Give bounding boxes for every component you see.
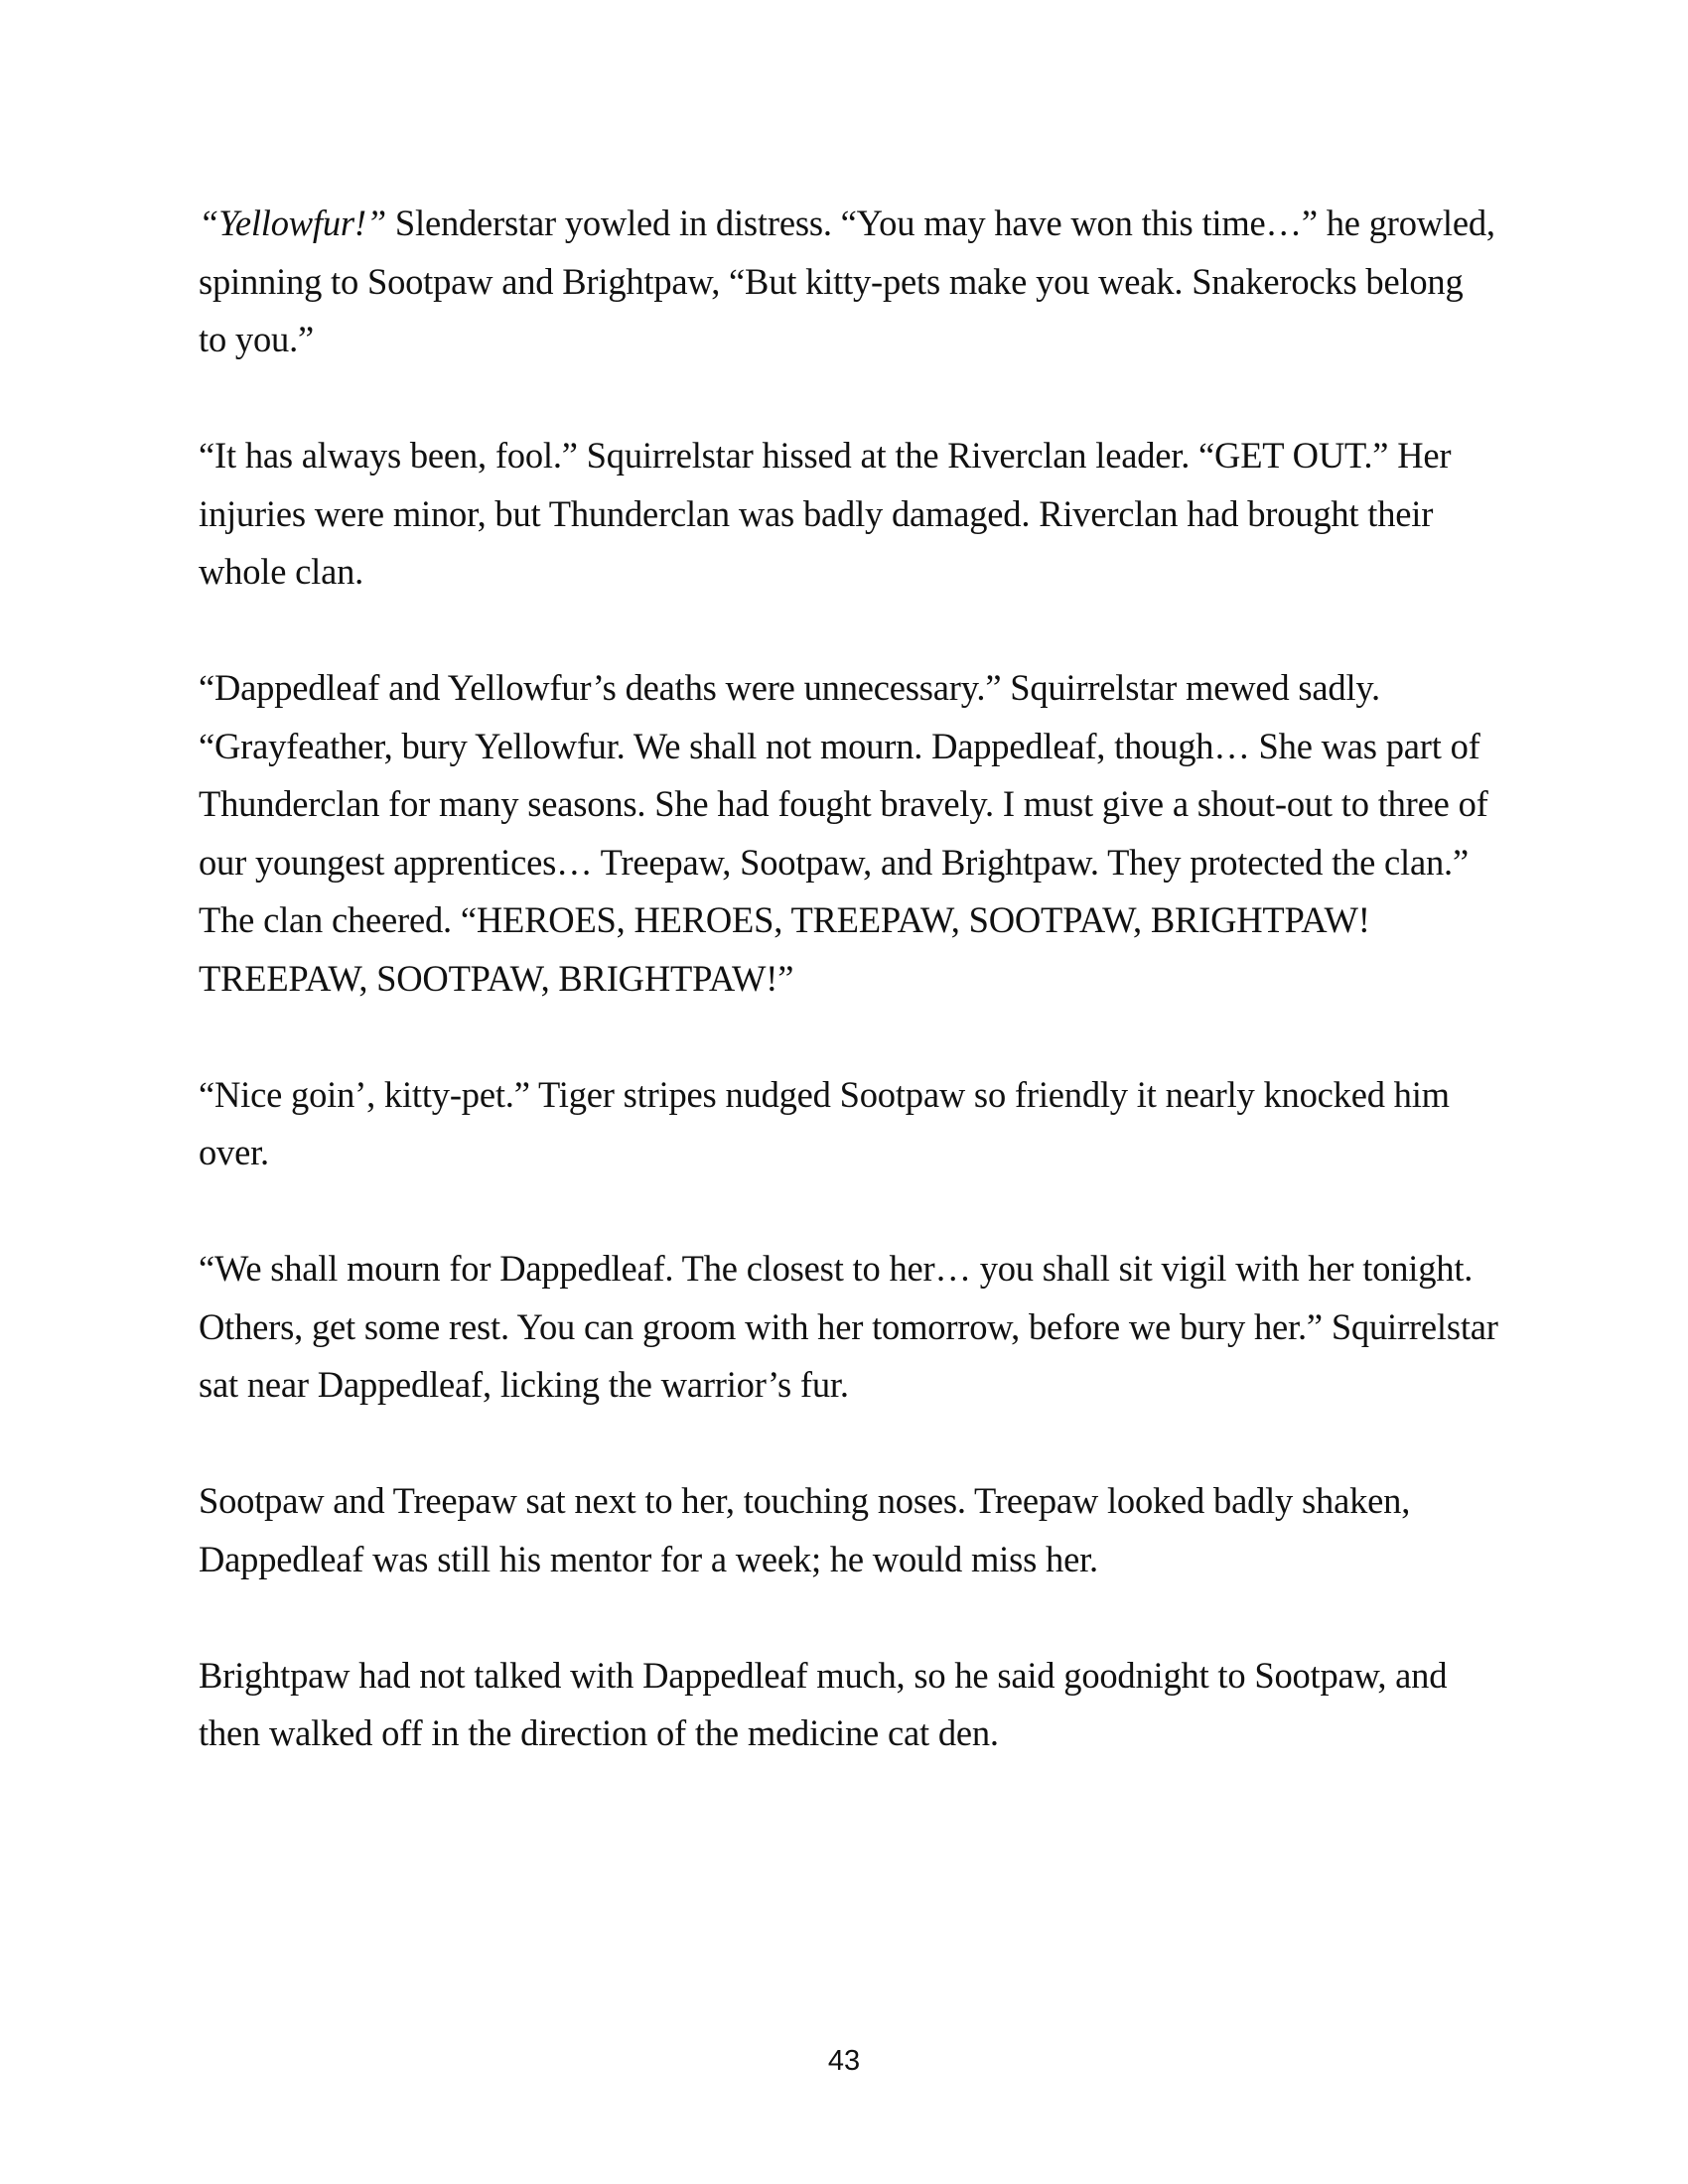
italic-exclamation: “Yellowfur!”: [199, 203, 386, 243]
paragraph-text: “It has always been, fool.” Squirrelstar hissed at the Riverclan leader. “GET OUT.” Her injuries were minor, but Thunderclan was badly damaged. Riverclan had brought their whole clan.: [199, 435, 1452, 592]
body-text: [199, 195, 1499, 1821]
paragraph-7: [199, 1472, 1499, 1588]
paragraph-text: Brightpaw had not talked with Dappedleaf much, so he said goodnight to Sootpaw, and then walked off in the direction of the medicine cat den.: [199, 1654, 1448, 1753]
paragraph-4: [199, 891, 1499, 1008]
paragraph-5: [199, 1066, 1499, 1182]
paragraph-1: [199, 195, 1499, 369]
paragraph-text: “Nice goin’, kitty-pet.” Tiger stripes nudged Sootpaw so friendly it nearly knocked him over.: [199, 1073, 1450, 1172]
paragraph-text: “Dappedleaf and Yellowfur’s deaths were unnecessary.” Squirrelstar mewed sadly. “Grayfeather, bury Yellowfur. We shall not mourn. Dappedleaf, though… She was part of Thunderclan for many seasons. She had fought bravely. I must give a shout-out to three of our youngest apprentices… Treepaw, Sootpaw, and Brightpaw. They protected the clan.”: [199, 667, 1488, 883]
paragraph-2: [199, 427, 1499, 602]
paragraph-text: Sootpaw and Treepaw sat next to her, touching noses. Treepaw looked badly shaken, Dappedleaf was still his mentor for a week; he would miss her.: [199, 1480, 1411, 1579]
paragraph-text: “We shall mourn for Dappedleaf. The closest to her… you shall sit vigil with her tonight. Others, get some rest. You can groom with her tomorrow, before we bury her.” Squirrelstar sat near Dappedleaf, licking the warrior’s fur.: [199, 1248, 1498, 1405]
paragraph-3: [199, 659, 1499, 891]
page-number: 43: [827, 2045, 861, 2077]
paragraph-8: [199, 1647, 1499, 1763]
paragraph-text: The clan cheered. “HEROES, HEROES, TREEPAW, SOOTPAW, BRIGHTPAW! TREEPAW, SOOTPAW, BRIGHTPAW!”: [199, 899, 1370, 999]
paragraph-6: [199, 1240, 1499, 1415]
paragraph-text: Slenderstar yowled in distress. “You may have won this time…” he growled, spinning to Sootpaw and Brightpaw, “But kitty-pets make you weak. Snakerocks belong to you.”: [199, 203, 1495, 359]
